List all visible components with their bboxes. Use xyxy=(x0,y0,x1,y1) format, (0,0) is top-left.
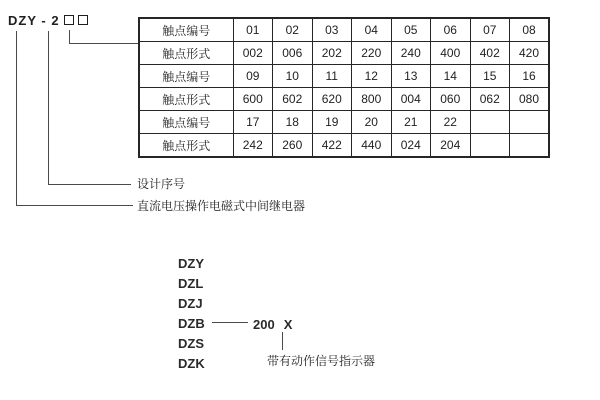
value-cell: 16 xyxy=(510,65,550,88)
dzb-number: 200 xyxy=(253,316,275,332)
table-row xyxy=(139,134,549,158)
value-cell xyxy=(510,134,550,158)
value-cell: 14 xyxy=(431,65,471,88)
row-label-cell: 触点形式 xyxy=(139,134,233,158)
value-cell: 240 xyxy=(391,42,431,65)
row-label-cell: 触点形式 xyxy=(139,42,233,65)
value-cell: 10 xyxy=(273,65,313,88)
table-row xyxy=(139,88,549,111)
value-cell: 06 xyxy=(431,18,471,42)
value-cell: 12 xyxy=(352,65,392,88)
dzb-example-code xyxy=(253,315,292,333)
value-cell: 800 xyxy=(352,88,392,111)
code-placeholder-box-2 xyxy=(78,15,88,25)
value-cell: 260 xyxy=(273,134,313,158)
code-placeholder-box-1 xyxy=(64,15,74,25)
value-cell: 21 xyxy=(391,111,431,134)
series-item: DZL xyxy=(178,276,204,291)
suffix-note-label: 带有动作信号指示器 xyxy=(267,354,376,368)
table-row xyxy=(139,18,549,42)
value-cell: 18 xyxy=(273,111,313,134)
row-label-cell: 触点编号 xyxy=(139,65,233,88)
connector-line-box-horizontal xyxy=(69,43,139,44)
value-cell: 20 xyxy=(352,111,392,134)
value-cell: 002 xyxy=(233,42,273,65)
connector-line-serial-horizontal xyxy=(48,184,131,185)
value-cell: 19 xyxy=(312,111,352,134)
table-row xyxy=(139,65,549,88)
model-code-title xyxy=(8,11,88,29)
suffix-connector-line xyxy=(282,332,283,350)
series-item: DZB xyxy=(178,316,205,331)
row-label-cell: 触点形式 xyxy=(139,88,233,111)
contact-code-table xyxy=(138,17,550,158)
value-cell: 13 xyxy=(391,65,431,88)
value-cell: 03 xyxy=(312,18,352,42)
dzb-suffix-x: X xyxy=(283,316,293,332)
value-cell: 620 xyxy=(312,88,352,111)
series-item: DZY xyxy=(178,256,204,271)
design-serial-label: 设计序号 xyxy=(137,177,186,191)
value-cell: 04 xyxy=(352,18,392,42)
value-cell: 006 xyxy=(273,42,313,65)
value-cell: 024 xyxy=(391,134,431,158)
connector-line-serial-vertical xyxy=(48,31,49,185)
value-cell: 01 xyxy=(233,18,273,42)
connector-line-relay-horizontal xyxy=(16,205,133,206)
value-cell: 02 xyxy=(273,18,313,42)
value-cell: 220 xyxy=(352,42,392,65)
relay-description-label: 直流电压操作电磁式中间继电器 xyxy=(137,199,306,213)
value-cell: 600 xyxy=(233,88,273,111)
value-cell: 242 xyxy=(233,134,273,158)
model-code-prefix: DZY - 2 xyxy=(8,12,60,28)
series-item: DZJ xyxy=(178,296,203,311)
value-cell: 11 xyxy=(312,65,352,88)
series-list xyxy=(178,254,205,374)
value-cell: 08 xyxy=(510,18,550,42)
value-cell xyxy=(470,134,510,158)
value-cell: 060 xyxy=(431,88,471,111)
value-cell: 062 xyxy=(470,88,510,111)
value-cell: 15 xyxy=(470,65,510,88)
row-label-cell: 触点编号 xyxy=(139,111,233,134)
value-cell xyxy=(470,111,510,134)
value-cell: 17 xyxy=(233,111,273,134)
value-cell xyxy=(510,111,550,134)
value-cell: 204 xyxy=(431,134,471,158)
value-cell: 422 xyxy=(312,134,352,158)
value-cell: 402 xyxy=(470,42,510,65)
value-cell: 440 xyxy=(352,134,392,158)
value-cell: 05 xyxy=(391,18,431,42)
connector-line-relay-vertical xyxy=(16,31,17,206)
value-cell: 09 xyxy=(233,65,273,88)
row-label-cell: 触点编号 xyxy=(139,18,233,42)
table-row xyxy=(139,42,549,65)
value-cell: 22 xyxy=(431,111,471,134)
connector-line-box-vertical xyxy=(69,30,70,44)
value-cell: 080 xyxy=(510,88,550,111)
value-cell: 004 xyxy=(391,88,431,111)
dzb-dash-line xyxy=(212,322,248,323)
value-cell: 07 xyxy=(470,18,510,42)
value-cell: 420 xyxy=(510,42,550,65)
series-item: DZS xyxy=(178,336,204,351)
value-cell: 202 xyxy=(312,42,352,65)
table-row xyxy=(139,111,549,134)
value-cell: 602 xyxy=(273,88,313,111)
series-item: DZK xyxy=(178,356,205,371)
value-cell: 400 xyxy=(431,42,471,65)
